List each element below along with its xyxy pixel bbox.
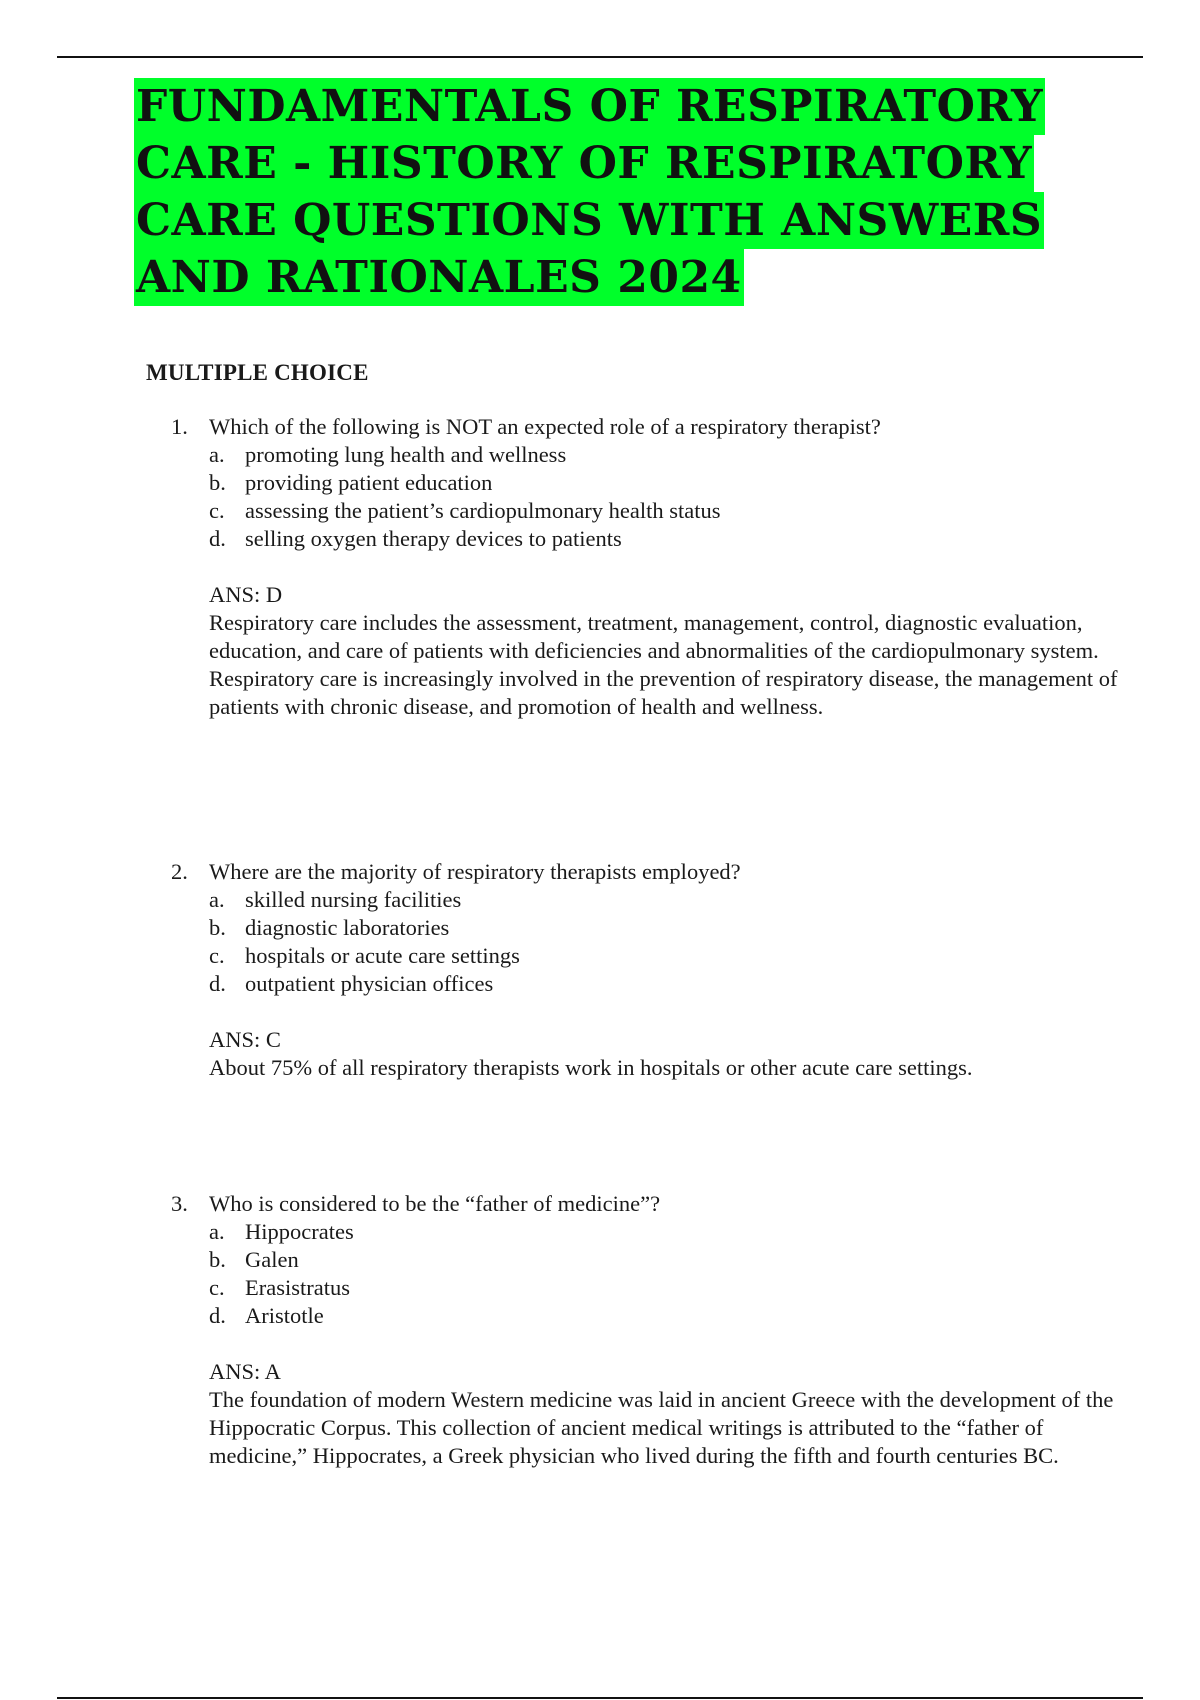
- answer-key: ANS: D: [209, 582, 283, 607]
- option-letter: b.: [209, 470, 226, 495]
- question-text: Who is considered to be the “father of medicine”?: [209, 1191, 661, 1216]
- option-text: providing patient education: [245, 470, 493, 495]
- option-letter: c.: [209, 943, 225, 968]
- option-letter: d.: [209, 1303, 226, 1328]
- option-b: [209, 469, 1121, 497]
- option-letter: b.: [209, 915, 226, 940]
- section-heading: MULTIPLE CHOICE: [146, 360, 369, 385]
- option-d: [209, 970, 1121, 998]
- option-letter: d.: [209, 526, 226, 551]
- option-letter: c.: [209, 498, 225, 523]
- question-number: 3.: [171, 1191, 188, 1216]
- option-letter: c.: [209, 1275, 225, 1300]
- answer-rationale: About 75% of all respiratory therapists work in hospitals or other acute care settings.: [209, 1055, 973, 1080]
- option-d: [209, 525, 1121, 553]
- title-line: FUNDAMENTALS OF RESPIRATORY: [134, 78, 1045, 135]
- question-3: [171, 1190, 1121, 1470]
- option-c: [209, 497, 1121, 525]
- options-list: [209, 886, 1121, 998]
- option-text: promoting lung health and wellness: [245, 442, 567, 467]
- title-line: AND RATIONALES 2024: [134, 249, 744, 306]
- option-text: selling oxygen therapy devices to patients: [245, 526, 622, 551]
- option-c: [209, 942, 1121, 970]
- option-text: hospitals or acute care settings: [245, 943, 520, 968]
- option-d: [209, 1302, 1121, 1330]
- question-text: Which of the following is NOT an expected role of a respiratory therapist?: [209, 414, 881, 439]
- option-text: skilled nursing facilities: [245, 887, 462, 912]
- option-a: [209, 1218, 1121, 1246]
- top-rule: [57, 56, 1143, 58]
- option-letter: a.: [209, 442, 225, 467]
- option-letter: d.: [209, 971, 226, 996]
- bottom-rule: [57, 1697, 1143, 1699]
- option-text: outpatient physician offices: [245, 971, 494, 996]
- option-c: [209, 1274, 1121, 1302]
- question-1: [171, 413, 1121, 721]
- option-text: Hippocrates: [245, 1219, 354, 1244]
- answer-key: ANS: A: [209, 1359, 281, 1384]
- option-text: assessing the patient’s cardiopulmonary health status: [245, 498, 721, 523]
- title-line: CARE QUESTIONS WITH ANSWERS: [134, 192, 1044, 249]
- option-text: Erasistratus: [245, 1275, 350, 1300]
- option-letter: a.: [209, 887, 225, 912]
- question-stem: [171, 413, 1121, 441]
- question-stem: [171, 1190, 1121, 1218]
- options-list: [209, 441, 1121, 553]
- question-number: 2.: [171, 859, 188, 884]
- option-a: [209, 886, 1121, 914]
- answer-key: ANS: C: [209, 1027, 281, 1052]
- title-line: CARE - HISTORY OF RESPIRATORY: [134, 135, 1034, 192]
- question-stem: [171, 858, 1121, 886]
- document-title: [134, 78, 1134, 306]
- answer-rationale: The foundation of modern Western medicine was laid in ancient Greece with the development of the Hippocratic Corpus. This collection of ancient medical writings is attributed to the “father of medicine,” Hippocrates, a Greek physician who lived during the fifth and fourth centuries BC.: [209, 1387, 1114, 1468]
- question-text: Where are the majority of respiratory therapists employed?: [209, 859, 741, 884]
- answer-rationale: Respiratory care includes the assessment, treatment, management, control, diagnostic evaluation, education, and care of patients with deficiencies and abnormalities of the cardiopulmonary system. Respiratory care is increasingly involved in the prevention of respiratory disease, the management of patients with chronic disease, and promotion of health and wellness.: [209, 610, 1118, 719]
- option-a: [209, 441, 1121, 469]
- option-text: Galen: [245, 1247, 299, 1272]
- question-number: 1.: [171, 414, 188, 439]
- options-list: [209, 1218, 1121, 1330]
- question-2: [171, 858, 1121, 1082]
- option-text: Aristotle: [245, 1303, 324, 1328]
- option-b: [209, 914, 1121, 942]
- option-text: diagnostic laboratories: [245, 915, 450, 940]
- option-letter: a.: [209, 1219, 225, 1244]
- option-b: [209, 1246, 1121, 1274]
- option-letter: b.: [209, 1247, 226, 1272]
